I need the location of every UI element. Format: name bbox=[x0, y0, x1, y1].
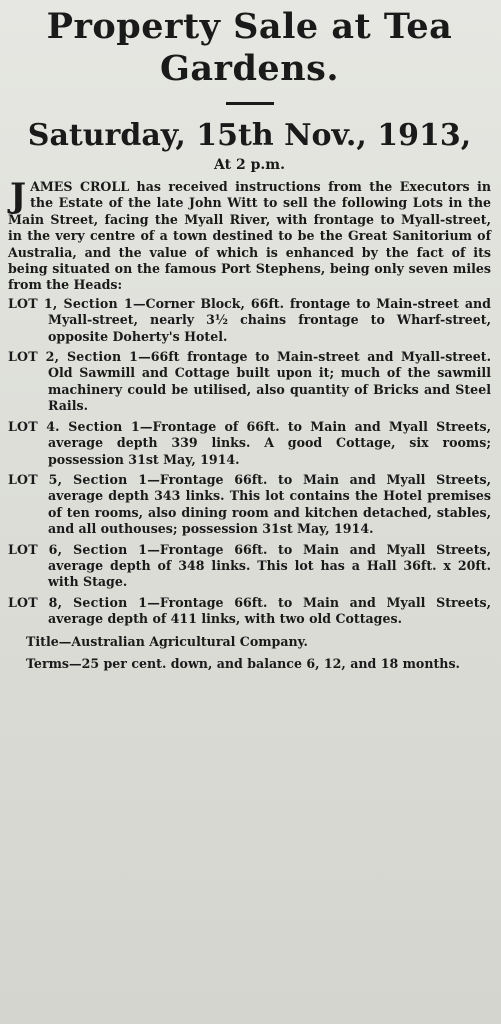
intro-text: AMES CROLL has received instructions from the Executors in the Estate of the late John Witt to sell the following Lots in the Main Street, facing the Myall River, with frontage to Myall-street, in the very centre of a town destined to be the Great Sanitorium of Australia, and the value of which is enhanced by the fact of its being situated on the famous Port Stephens, being only seven miles from the Heads: bbox=[8, 179, 491, 293]
lot-text: —Frontage 66ft. to Main and Myall Streets, average depth 343 links. This lot contains the Hotel premises of ten rooms, also dining room and kitchen detached, stables, and all outhouses; possession 31st May, 1914. bbox=[48, 471, 491, 537]
title-line: Title—Australian Agricultural Company. bbox=[26, 633, 308, 649]
lot-heading: LOT 6, Section 1 bbox=[8, 541, 148, 557]
headline-rule bbox=[226, 102, 274, 105]
lot-heading: LOT 1, Section 1 bbox=[8, 295, 133, 311]
lot-item bbox=[8, 542, 491, 591]
lot-heading: LOT 5, Section 1 bbox=[8, 471, 148, 487]
lot-item bbox=[8, 419, 491, 468]
lot-item bbox=[8, 296, 491, 345]
lot-text: —66ft frontage to Main-street and Myall-street. Old Sawmill and Cottage built upon it; much of the sawmill machinery could be utilised, also quantity of Bricks and Steel Rails. bbox=[48, 349, 491, 414]
sale-date: Saturday, 15th Nov., 1913, bbox=[27, 118, 472, 153]
terms-line: Terms—25 per cent. down, and balance 6, 12, and 18 months. bbox=[26, 655, 460, 671]
lots-list bbox=[8, 296, 491, 628]
lot-text: —Frontage of 66ft. to Main and Myall Streets, average depth 339 links. A good Cottage, six rooms; possession 31st May, 1914. bbox=[48, 418, 491, 467]
lot-heading: LOT 8, Section 1 bbox=[8, 594, 148, 610]
sale-time: At 2 p.m. bbox=[214, 157, 285, 173]
lot-heading: LOT 2, Section 1 bbox=[8, 349, 139, 365]
lot-item bbox=[8, 595, 491, 628]
lot-heading: LOT 4. Section 1 bbox=[8, 418, 140, 434]
lot-text: —Frontage 66ft. to Main and Myall Streets, average depth of 348 links. This lot has a Hall 36ft. x 20ft. with Stage. bbox=[48, 541, 491, 590]
headline: Property Sale at Tea Gardens. bbox=[46, 6, 453, 89]
lot-item bbox=[8, 472, 491, 538]
lot-item bbox=[8, 349, 491, 415]
lot-text: —Frontage 66ft. to Main and Myall Streets, average depth of 411 links, with two old Cottages. bbox=[48, 594, 491, 627]
intro-paragraph bbox=[8, 176, 491, 294]
drop-cap: J bbox=[10, 176, 27, 216]
lot-text: —Corner Block, 66ft. frontage to Main-street and Myall-street, nearly 3½ chains frontage to Wharf-street, opposite Doherty's Hotel. bbox=[48, 295, 491, 344]
